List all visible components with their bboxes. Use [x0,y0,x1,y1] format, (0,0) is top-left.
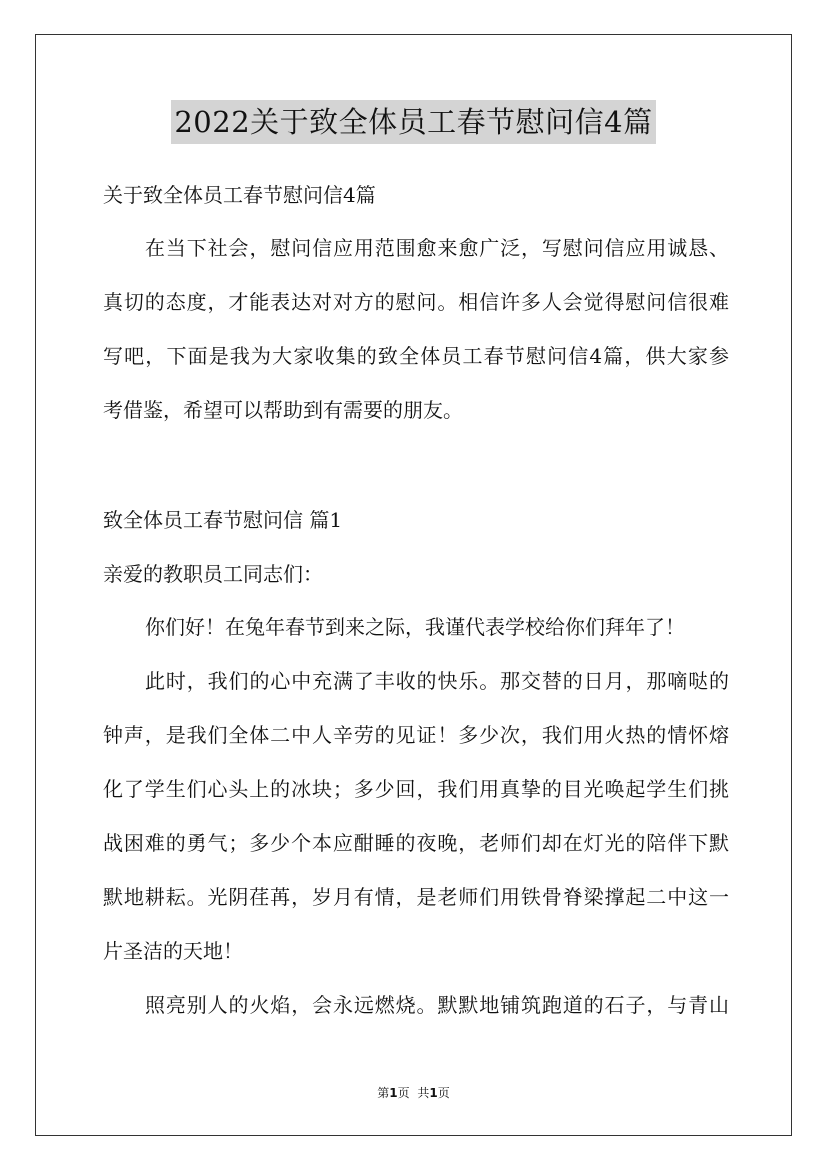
greeting-line: 你们好！在兔年春节到来之际，我谨代表学校给你们拜年了！ [145,615,685,639]
para2-line-1: 此时，我们的心中充满了丰收的快乐。那交替的日月，那嘀哒的 [145,669,729,693]
salutation: 亲爱的教职员工同志们： [103,562,323,586]
intro-line-3: 写吧，下面是我为大家收集的致全体员工春节慰问信4篇，供大家参 [103,344,729,368]
para3-line-1: 照亮别人的火焰，会永远燃烧。默默地铺筑跑道的石子，与青山 [145,993,729,1017]
subtitle: 关于致全体员工春节慰问信4篇 [103,183,376,207]
para2-line-4: 战困难的勇气；多少个本应酣睡的夜晚，老师们却在灯光的陪伴下默 [103,831,729,855]
footer-total-number: 1 [429,1086,438,1100]
section-heading: 致全体员工春节慰问信 篇1 [103,508,343,532]
para2-line-6: 片圣洁的天地！ [103,939,243,963]
footer-page-suffix: 页 [397,1086,410,1100]
intro-line-1: 在当下社会，慰问信应用范围愈来愈广泛，写慰问信应用诚恳、 [145,236,729,260]
para2-line-2: 钟声，是我们全体二中人辛劳的见证！多少次，我们用火热的情怀熔 [103,723,729,747]
document-title: 2022关于致全体员工春节慰问信4篇 [171,100,655,144]
para2-line-3: 化了学生们心头上的冰块；多少回，我们用真挚的目光唤起学生们挑 [103,777,729,801]
title-container [0,100,827,144]
para2-line-5: 默地耕耘。光阴荏苒，岁月有情，是老师们用铁骨脊梁撑起二中这一 [103,885,729,909]
footer-total-label: 共 [417,1086,430,1100]
footer-total-suffix: 页 [437,1086,450,1100]
intro-line-4: 考借鉴，希望可以帮助到有需要的朋友。 [103,398,463,422]
intro-line-2: 真切的态度，才能表达对对方的慰问。相信许多人会觉得慰问信很难 [103,290,729,314]
footer-page-label: 第 [377,1086,390,1100]
page-footer [0,1085,827,1101]
footer-page-number: 1 [389,1086,398,1100]
